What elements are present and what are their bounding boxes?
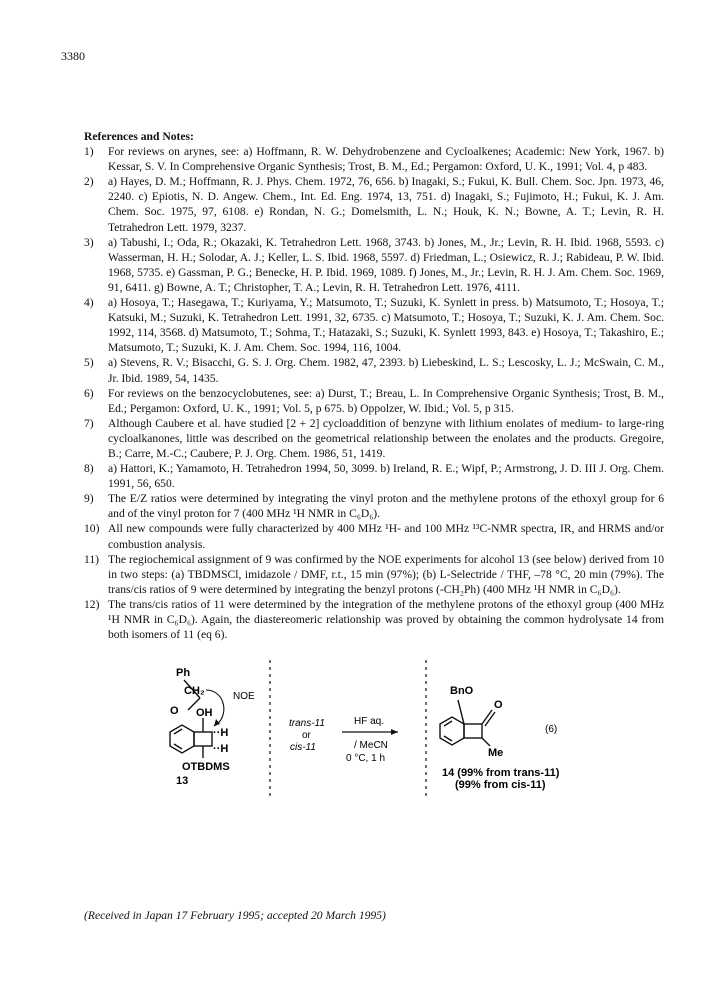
reference-number: 10) [84,522,100,536]
reaction-scheme [130,660,600,810]
reference-number: 1) [84,145,94,159]
reference-item [84,386,664,416]
reference-text: a) Hayes, D. M.; Hoffmann, R. J. Phys. Chem. 1972, 76, 656. b) Inagaki, S.; Fukui, K. Bull. Chem. Soc. Jpn. 1973, 46, 2240. c) Epiotis, N. D. Angew. Chem., Int. Ed. Eng. 1974, 13, 751. d) Inagaki, S.; Fujimoto, H.; Fukui, K. J. Am. Chem. Soc. 1975, 97, 6108. e) Rondan, N. G.; Domelsmith, L. N.; Houk, K. N.; Bowne, A. T.; Levin, R. H. Tetrahedron Lett. 1979, 3237. [108,175,664,234]
reference-item [84,144,664,174]
reference-text: a) Hattori, K.; Yamamoto, H. Tetrahedron 1994, 50, 3099. b) Ireland, R. E.; Wipf, P.; Armstrong, J. D. III J. Org. Chem. 1991, 56, 650. [108,462,664,491]
product-yield-cis: (99% from cis-11) [455,779,546,791]
page-number: 3380 [61,49,85,63]
reference-item [84,235,664,295]
label-otbdms: OTBDMS [182,761,230,773]
reference-item [84,174,664,234]
reference-number: 5) [84,356,94,370]
reference-number: 11) [84,552,100,566]
label-noe: NOE [233,691,255,702]
compound-14-structure [440,700,495,746]
reference-text: For reviews on arynes, see: a) Hoffmann, R. W. Dehydrobenzene and Cycloalkenes; Academic: New York, 1967. b) Kessar, S. V. In Comprehensive Organic Synthesis; Trost, B. M., Ed.; Pergamon: Oxford, U. K., 1991; Vol. 4, p 483. [108,145,664,174]
label-ketone-o: O [494,699,503,711]
reference-number: 12) [84,597,100,611]
reference-number: 9) [84,492,94,506]
reference-number: 2) [84,175,94,189]
reference-text: Although Caubere et al. have studied [2 + 2] cycloaddition of benzyne with lithium enolates of medium- to large-ring cycloalkanones, little was described on the geometrical relationship between the enolates and the products. Gregoire, B.; Carre, M.-C.; Caubere, P. J. Org. Chem. 1986, 51, 1419. [108,416,664,460]
reference-text: The E/Z ratios were determined by integrating the vinyl proton and the methylene protons of the ethoxyl group for 6 and of the vinyl proton for 7 (400 MHz ¹H NMR in C₆D₆). [108,492,664,521]
reactant-cis: cis-11 [290,742,316,753]
reference-text: a) Tabushi, I.; Oda, R.; Okazaki, K. Tetrahedron Lett. 1968, 3743. b) Jones, M., Jr.; Levin, R. H. Ibid. 1968, 5593. c) Wasserman, H. H.; Solodar, A. J.; Keller, L. S. Ibid. 1968, 5597. d) Friedman, L.; Osiewicz, R. J.; Rabideau, P. W. Ibid. 1968, 5735. e) Gassman, P. G.; Benecke, H. P. Ibid. 1969, 1089. f) Jones, M., Jr.; Levin, R. H. J. Am. Chem. Soc. 1969, 91, 6411. g) Bowne, A. T.; Christopher, T. A.; Levin, R. H. Tetrahedron Lett. 1976, 4111. [108,235,664,294]
reference-number: 3) [84,235,94,249]
reference-item [84,521,664,551]
label-ch2: CH₂ [184,685,205,697]
label-ph: Ph [176,667,191,679]
references-heading: References and Notes: [84,130,194,143]
equation-label: (6) [545,724,558,735]
reference-list [84,144,664,642]
reagent-conditions: 0 °C, 1 h [346,753,386,764]
reference-text: a) Hosoya, T.; Hasegawa, T.; Kuriyama, Y.; Matsumoto, T.; Suzuki, K. Synlett in press. b) Matsumoto, T.; Hosoya, T.; Katsuki, M.; Suzuki, K. Tetrahedron Lett. 1991, 32, 6735. c) Matsumoto, T.; Hosoya, T.; Suzuki, K. J. Am. Chem. Soc. 1992, 114, 3568. d) Matsumoto, T.; Sohma, T.; Hatazaki, S.; Suzuki, K. Synlett 1993, 843. e) Hosoya, T.; Takashiro, E.; Matsumoto, T.; Suzuki, K. J. Am. Chem. Soc. 1994, 116, 1004. [108,296,664,355]
reference-text: The regiochemical assignment of 9 was confirmed by the NOE experiments for alcohol 13 (see below) derived from 10 in two steps: (a) TBDMSCl, imidazole / DMF, r.t., 15 min (97%); (b) L-Selectride / THF, –78 °C, 20 min (79%). The trans/cis ratios of 9 were determined by integrating the benzyl protons (-CH₂Ph) (400 MHz ¹H NMR in C₆D₆). [108,552,664,596]
reference-item [84,491,664,521]
reference-item [84,552,664,597]
label-h1: ··H [213,727,229,739]
reagent-hf: HF aq. [354,716,385,727]
label-oh: OH [196,707,213,719]
reactant-trans: trans-11 [289,718,325,729]
references-section [84,129,664,642]
label-o: O [170,705,179,717]
compound-13-number: 13 [176,775,189,787]
product-yield-trans: 14 (99% from trans-11) [442,767,560,779]
reference-text: For reviews on the benzocyclobutenes, see: a) Durst, T.; Breau, L. In Comprehensive Organic Synthesis; Trost, B. M., Ed.; Pergamon: Oxford, U. K., 1991; Vol. 5, p 675. b) Oppolzer, W. Ibid.; Vol. 5, p 315. [108,386,664,415]
reagent-solvent: / MeCN [354,740,388,751]
reference-number: 7) [84,416,94,430]
reference-item [84,461,664,491]
reference-number: 6) [84,386,94,400]
reference-text: All new compounds were fully characterized by 400 MHz ¹H- and 100 MHz ¹³C-NMR spectra, IR, and HRMS and/or combustion analysis. [108,522,664,551]
reference-text: a) Stevens, R. V.; Bisacchi, G. S. J. Org. Chem. 1982, 47, 2393. b) Liebeskind, L. S.; Lescosky, L. J.; McSwain, C. M., Jr. Ibid. 1989, 54, 1435. [108,356,664,385]
label-h2: ··H [213,743,229,755]
label-me: Me [488,747,504,759]
reference-item [84,355,664,385]
reaction-arrowhead [391,729,398,735]
received-dates: (Received in Japan 17 February 1995; accepted 20 March 1995) [84,909,386,922]
reactant-or: or [302,730,311,741]
reference-number: 8) [84,462,94,476]
reference-number: 4) [84,296,94,310]
reference-item [84,597,664,642]
reference-item [84,416,664,461]
reference-item [84,295,664,355]
reference-text: The trans/cis ratios of 11 were determined by the integration of the methylene protons of the ethoxyl group (400 MHz ¹H NMR in C₆D₆). Again, the diastereomeric relationship was proved by obtaining the common hydrolysate 14 from both isomers of 11 (eq 6). [108,597,664,642]
label-bno: BnO [450,685,474,697]
